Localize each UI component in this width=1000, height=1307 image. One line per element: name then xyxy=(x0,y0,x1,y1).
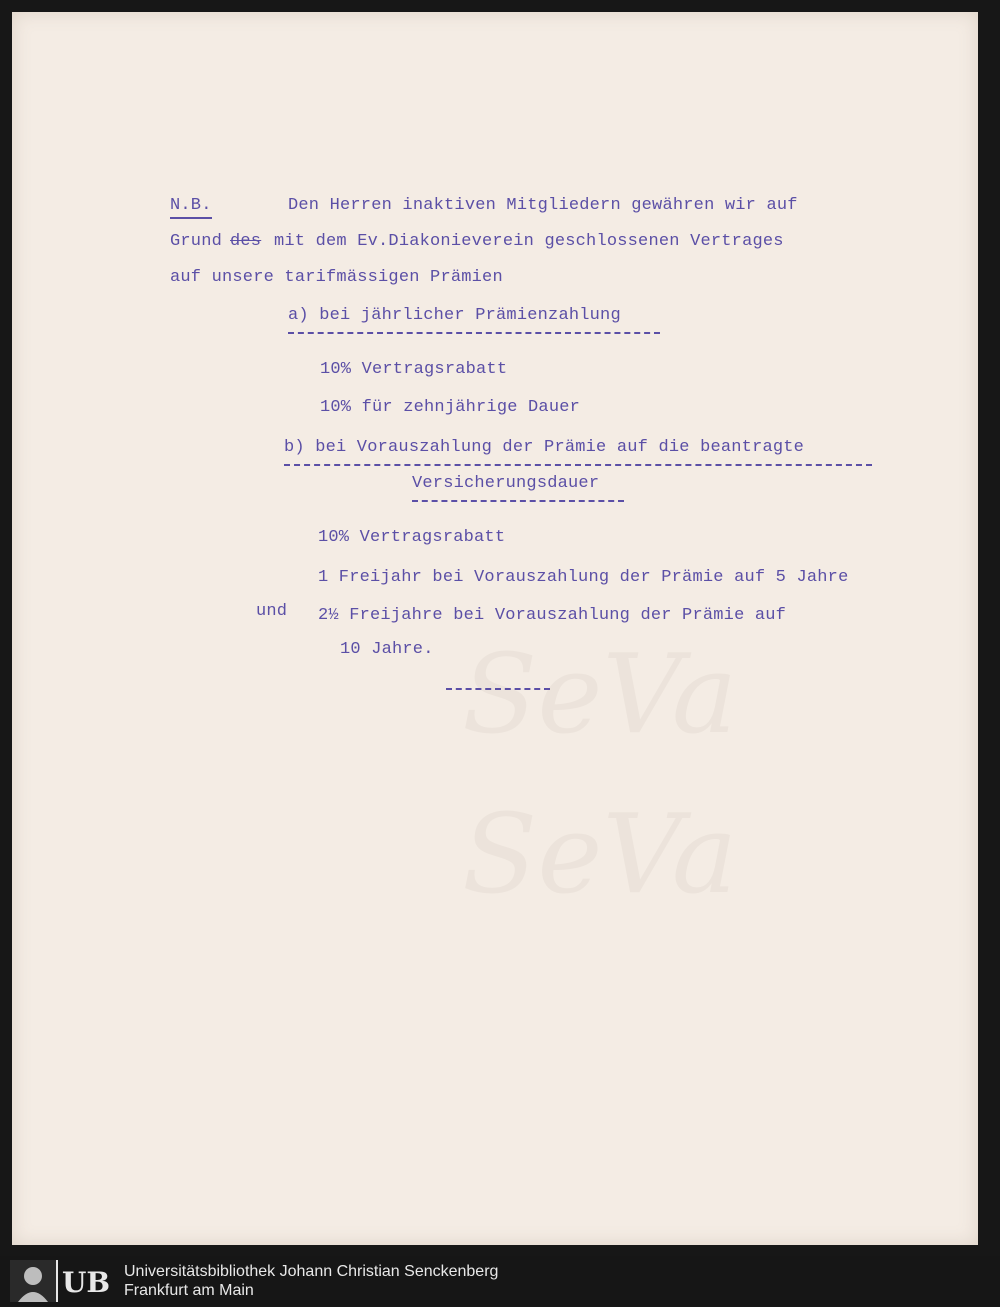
heading-b-underline xyxy=(284,464,872,466)
b-item-1: 10% Vertragsrabatt xyxy=(318,528,506,547)
b-item-2: 1 Freijahr bei Vorauszahlung der Prämie auf 5 Jahre xyxy=(318,568,849,587)
footer-library-city: Frankfurt am Main xyxy=(124,1282,254,1299)
a-item-1: 10% Vertragsrabatt xyxy=(320,360,508,379)
struck-word: des xyxy=(230,232,262,251)
nb-label: N.B. xyxy=(170,196,212,219)
heading-a: a) bei jährlicher Prämienzahlung xyxy=(288,306,621,325)
b-item-4: 10 Jahre. xyxy=(340,640,434,659)
footer-library-name: Universitätsbibliothek Johann Christian Senckenberg xyxy=(124,1263,499,1280)
b-item-3: 2½ Freijahre bei Vorauszahlung der Prämie auf xyxy=(318,606,787,625)
svg-text:SeVa: SeVa xyxy=(462,630,738,758)
heading-b-2: Versicherungsdauer xyxy=(412,474,600,493)
intro-line-2: mit dem Ev.Diakonieverein geschlossenen Vertrages xyxy=(274,232,784,251)
closing-dash-line xyxy=(446,688,550,690)
a-item-2: 10% für zehnjährige Dauer xyxy=(320,398,581,417)
svg-text:SeVa: SeVa xyxy=(462,790,738,918)
intro-line-2-word: Grund xyxy=(170,232,223,251)
library-footer xyxy=(0,1256,1000,1306)
heading-a-underline xyxy=(288,332,660,334)
heading-b-2-underline xyxy=(412,500,624,502)
logo-text: UB xyxy=(62,1266,111,1299)
heading-b: b) bei Vorauszahlung der Prämie auf die beantragte xyxy=(284,438,805,457)
library-logo xyxy=(10,1260,116,1302)
watermark-icon xyxy=(452,612,772,942)
b-item-3-prefix: und xyxy=(256,602,288,621)
intro-line-3: auf unsere tarifmässigen Prämien xyxy=(170,268,503,287)
intro-line-1: Den Herren inaktiven Mitgliedern gewähren wir auf xyxy=(288,196,798,215)
portrait-icon xyxy=(10,1260,116,1302)
